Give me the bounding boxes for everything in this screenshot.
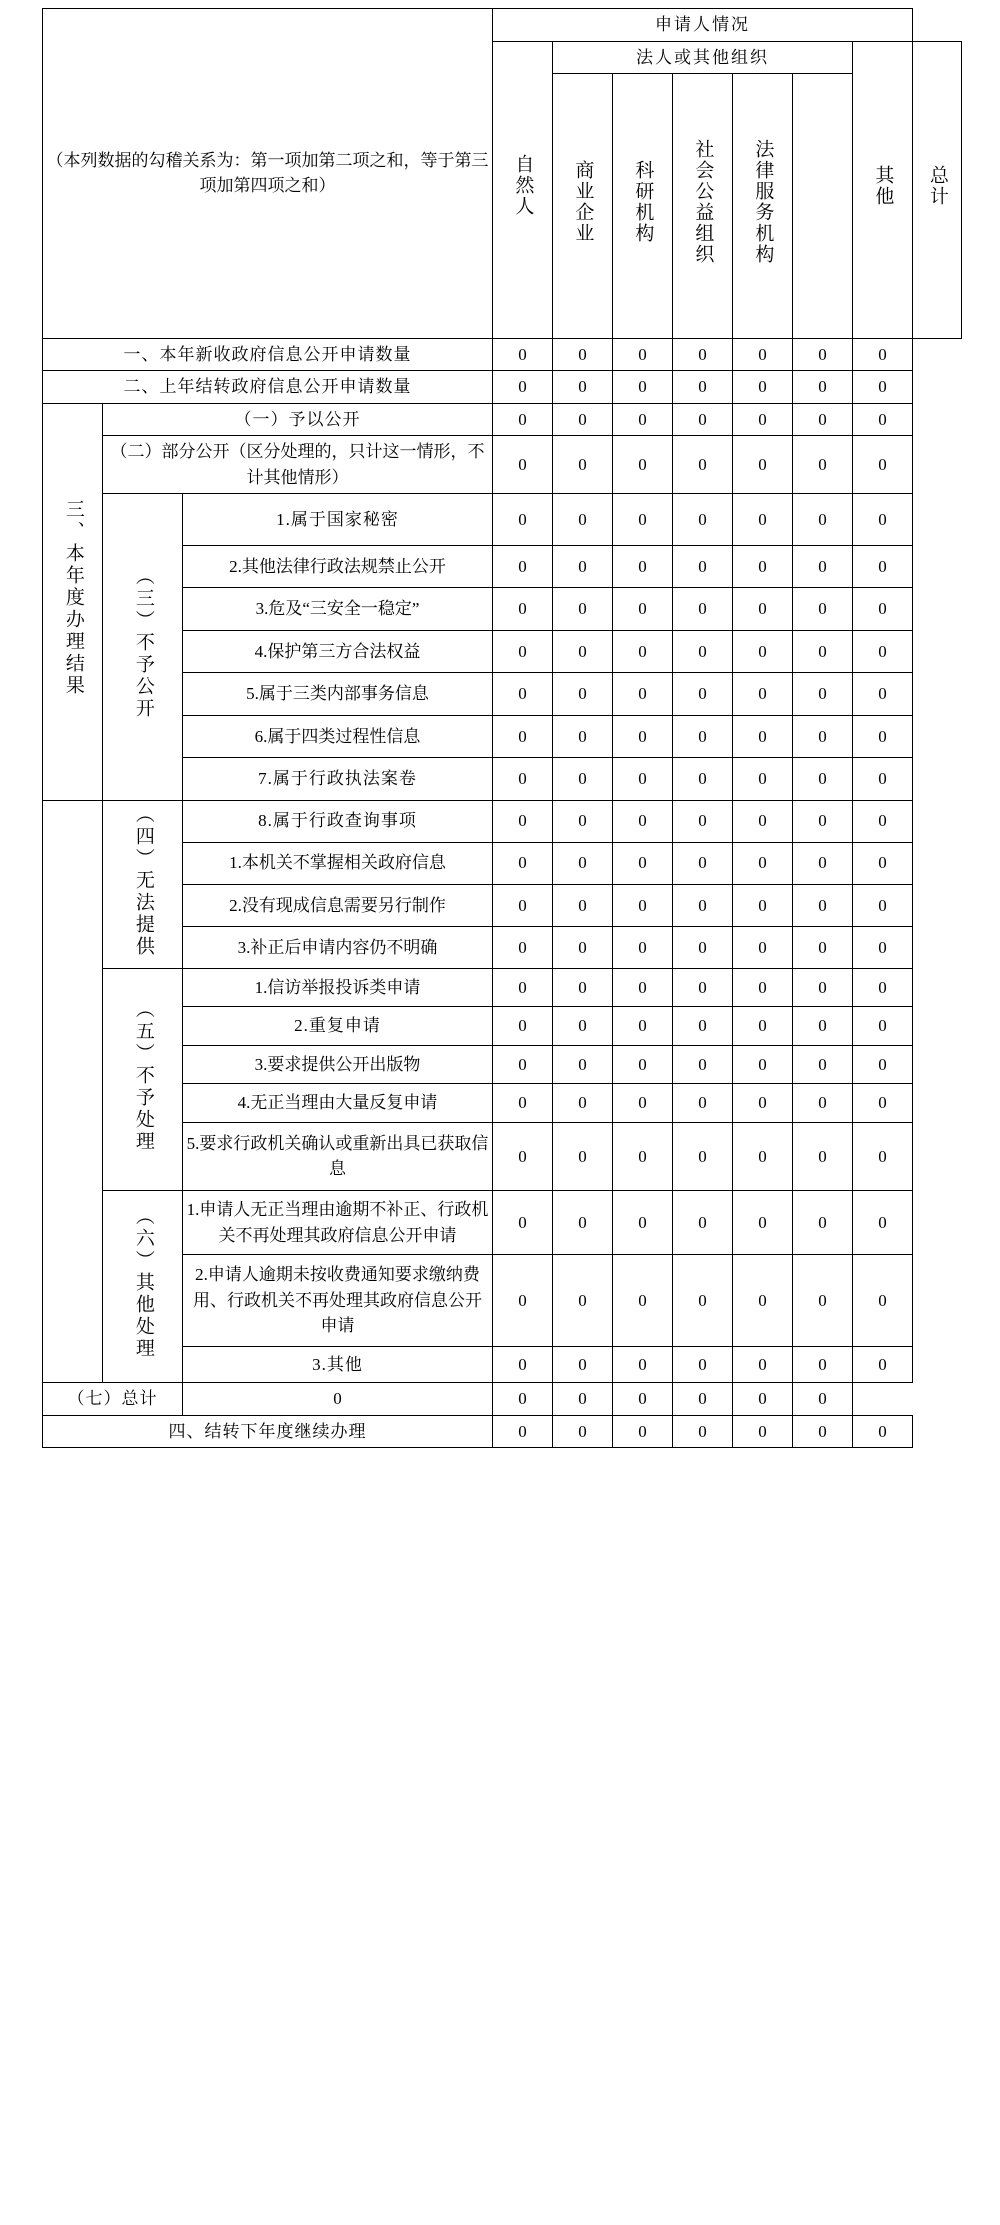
cell-value: 0: [613, 842, 673, 884]
cell-value: 0: [673, 494, 733, 546]
cell-value: 0: [733, 1191, 793, 1255]
cell-value: 0: [613, 545, 673, 587]
cell-value: 0: [793, 1383, 853, 1416]
cell-value: 0: [613, 715, 673, 757]
cell-value: 0: [733, 673, 793, 715]
cell-value: 0: [853, 1255, 913, 1347]
header-col-legal-service: [733, 74, 793, 339]
group-label-cannot-provide: （四）无法提供: [103, 800, 183, 969]
cell-value: 0: [673, 842, 733, 884]
row-label-reconfirm-info: 5.要求行政机关确认或重新出具已获取信息: [183, 1122, 493, 1191]
cell-value: 0: [493, 545, 553, 587]
cell-value: 0: [853, 494, 913, 546]
cell-value: 0: [493, 630, 553, 672]
cell-value: 0: [793, 371, 853, 404]
header-col-other-label: 其他: [872, 164, 894, 207]
row-label-other: 3.其他: [183, 1347, 493, 1383]
cell-value: 0: [493, 1255, 553, 1347]
row-label-repeat-no-reason: 4.无正当理由大量反复申请: [183, 1084, 493, 1122]
cell-value: 0: [733, 1383, 793, 1416]
cell-value: 0: [733, 842, 793, 884]
cell-value: 0: [673, 371, 733, 404]
row-label-partial-disclose: （二）部分公开（区分处理的，只计这一情形，不计其他情形）: [103, 436, 493, 494]
cell-value: 0: [793, 1122, 853, 1191]
cell-value: 0: [493, 884, 553, 926]
cell-value: 0: [493, 1122, 553, 1191]
row-label-enforcement-file: 7.属于行政执法案卷: [183, 758, 493, 800]
cell-value: 0: [553, 630, 613, 672]
row-label-overdue-no-correction: 1.申请人无正当理由逾期不补正、行政机关不再处理其政府信息公开申请: [183, 1191, 493, 1255]
cell-value: 0: [673, 338, 733, 371]
cell-value: 0: [733, 1255, 793, 1347]
cell-value: 0: [733, 1415, 793, 1448]
table-row: [43, 494, 962, 546]
cell-value: 0: [673, 1007, 733, 1045]
cell-value: 0: [493, 338, 553, 371]
cell-value: 0: [793, 588, 853, 630]
cell-value: 0: [673, 884, 733, 926]
cell-value: 0: [793, 338, 853, 371]
row-label-petition-complaint: 1.信访举报投诉类申请: [183, 969, 493, 1007]
cell-value: 0: [733, 969, 793, 1007]
cell-value: 0: [853, 545, 913, 587]
group-label-other-handling: （六）其他处理: [103, 1191, 183, 1383]
cell-value: 0: [613, 1191, 673, 1255]
cell-value: 0: [493, 1045, 553, 1083]
cell-value: 0: [493, 436, 553, 494]
row-label-third-party-rights: 4.保护第三方合法权益: [183, 630, 493, 672]
header-col-natural-person: [493, 41, 553, 338]
cell-value: 0: [673, 403, 733, 436]
cell-value: 0: [733, 1007, 793, 1045]
cell-value: 0: [673, 926, 733, 968]
group-label-not-handled: （五）不予处理: [103, 969, 183, 1191]
row-label-carry-to-next-year: 四、结转下年度继续办理: [43, 1415, 493, 1448]
row-label-new-requests: 一、本年新收政府信息公开申请数量: [43, 338, 493, 371]
cell-value: 0: [553, 588, 613, 630]
cell-value: 0: [793, 1347, 853, 1383]
government-info-disclosure-table: [42, 8, 962, 1448]
cell-value: 0: [553, 1122, 613, 1191]
row-label-three-safety: 3.危及“三安全一稳定”: [183, 588, 493, 630]
cell-value: 0: [853, 403, 913, 436]
cell-value: 0: [493, 494, 553, 546]
cell-value: 0: [673, 1415, 733, 1448]
cell-value: 0: [853, 758, 913, 800]
cell-value: 0: [553, 494, 613, 546]
cell-value: 0: [613, 1415, 673, 1448]
cell-value: 0: [553, 673, 613, 715]
cell-value: 0: [613, 338, 673, 371]
row-label-duplicate-request: 2.重复申请: [183, 1007, 493, 1045]
cell-value: 0: [733, 715, 793, 757]
cell-value: 0: [673, 1255, 733, 1347]
cell-value: 0: [613, 403, 673, 436]
cell-value: 0: [493, 1084, 553, 1122]
cell-value: 0: [553, 1383, 613, 1416]
header-col-research: [613, 74, 673, 339]
cell-value: 0: [793, 715, 853, 757]
cell-value: 0: [493, 926, 553, 968]
cell-value: 0: [673, 673, 733, 715]
cell-value: 0: [793, 545, 853, 587]
cell-value: 0: [673, 588, 733, 630]
row-label-carried-over: 二、上年结转政府信息公开申请数量: [43, 371, 493, 404]
table-row: [43, 1383, 962, 1416]
cell-value: 0: [793, 842, 853, 884]
cell-value: 0: [853, 884, 913, 926]
cell-value: 0: [793, 1255, 853, 1347]
cell-value: 0: [493, 371, 553, 404]
cell-value: 0: [793, 403, 853, 436]
cell-value: 0: [793, 494, 853, 546]
cell-value: 0: [553, 884, 613, 926]
cell-value: 0: [613, 758, 673, 800]
cell-value: 0: [493, 1383, 553, 1416]
cell-value: 0: [613, 1255, 673, 1347]
cell-value: 0: [793, 436, 853, 494]
cell-value: 0: [553, 926, 613, 968]
cell-value: 0: [673, 1347, 733, 1383]
cell-value: 0: [733, 630, 793, 672]
header-legal-or-other-org: 法人或其他组织: [553, 41, 853, 74]
header-col-business-label: 商业企业: [572, 160, 594, 244]
cell-value: 0: [673, 1383, 733, 1416]
cell-value: 0: [553, 338, 613, 371]
section-label-annual-result: 三、本年度办理结果: [43, 403, 103, 800]
cell-value: 0: [853, 800, 913, 842]
cell-value: 0: [733, 1084, 793, 1122]
cell-value: 0: [493, 403, 553, 436]
cell-value: 0: [673, 800, 733, 842]
cell-value: 0: [493, 758, 553, 800]
header-col-public-welfare: [673, 74, 733, 339]
cell-value: 0: [793, 926, 853, 968]
cell-value: 0: [853, 630, 913, 672]
cell-value: 0: [553, 1347, 613, 1383]
cell-value: 0: [853, 715, 913, 757]
cell-value: 0: [613, 884, 673, 926]
cell-value: 0: [493, 800, 553, 842]
cell-value: 0: [853, 926, 913, 968]
cell-value: 0: [553, 1255, 613, 1347]
cell-value: 0: [733, 338, 793, 371]
cell-value: 0: [553, 1084, 613, 1122]
section-label-annual-result-cont: [43, 800, 103, 1383]
cell-value: 0: [613, 969, 673, 1007]
cell-value: 0: [733, 545, 793, 587]
row-label-internal-affairs: 5.属于三类内部事务信息: [183, 673, 493, 715]
cell-value: 0: [493, 1415, 553, 1448]
cell-value: 0: [853, 1415, 913, 1448]
header-col-legal-service-label: 法律服务机构: [752, 139, 774, 265]
cell-value: 0: [733, 1122, 793, 1191]
cell-value: 0: [493, 842, 553, 884]
header-row-1: [43, 9, 962, 42]
table-row: [43, 403, 962, 436]
cell-value: 0: [493, 1191, 553, 1255]
cell-value: 0: [673, 436, 733, 494]
row-label-other-law-prohibited: 2.其他法律行政法规禁止公开: [183, 545, 493, 587]
cell-value: 0: [793, 1415, 853, 1448]
cell-value: 0: [793, 1191, 853, 1255]
cell-value: 0: [673, 1084, 733, 1122]
cell-value: 0: [613, 1122, 673, 1191]
cell-value: 0: [613, 1045, 673, 1083]
cell-value: 0: [613, 926, 673, 968]
row-label-published-material: 3.要求提供公开出版物: [183, 1045, 493, 1083]
cell-value: 0: [793, 758, 853, 800]
cell-value: 0: [733, 1045, 793, 1083]
table-row: [43, 436, 962, 494]
cell-value: 0: [733, 884, 793, 926]
cell-value: 0: [613, 588, 673, 630]
row-label-state-secret: 1.属于国家秘密: [183, 494, 493, 546]
cell-value: 0: [613, 630, 673, 672]
cell-value: 0: [853, 842, 913, 884]
cell-value: 0: [853, 1191, 913, 1255]
cell-value: 0: [733, 800, 793, 842]
cell-value: 0: [553, 969, 613, 1007]
row-label-still-unclear: 3.补正后申请内容仍不明确: [183, 926, 493, 968]
cell-value: 0: [733, 436, 793, 494]
cell-value: 0: [853, 338, 913, 371]
row-label-not-possessed: 1.本机关不掌握相关政府信息: [183, 842, 493, 884]
cell-value: 0: [553, 545, 613, 587]
cell-value: 0: [853, 969, 913, 1007]
cell-value: 0: [613, 800, 673, 842]
cell-value: 0: [793, 969, 853, 1007]
cell-value: 0: [553, 1007, 613, 1045]
cell-value: 0: [733, 588, 793, 630]
cell-value: 0: [793, 1084, 853, 1122]
header-col-natural-person-label: 自然人: [512, 154, 534, 218]
cell-value: 0: [793, 1045, 853, 1083]
header-col-other: [853, 41, 913, 338]
cell-value: 0: [613, 1383, 673, 1416]
cell-value: 0: [613, 371, 673, 404]
cell-value: 0: [853, 371, 913, 404]
cell-value: 0: [793, 630, 853, 672]
cell-value: 0: [493, 715, 553, 757]
cell-value: 0: [613, 1007, 673, 1045]
cell-value: 0: [493, 588, 553, 630]
cell-value: 0: [493, 673, 553, 715]
cell-value: 0: [493, 1347, 553, 1383]
cell-value: 0: [553, 1415, 613, 1448]
cell-value: 0: [673, 1045, 733, 1083]
cell-value: 0: [673, 1122, 733, 1191]
cell-value: 0: [733, 926, 793, 968]
cell-value: 0: [553, 1045, 613, 1083]
cell-value: 0: [553, 758, 613, 800]
cell-value: 0: [853, 1045, 913, 1083]
header-col-total: [913, 41, 962, 338]
cell-value: 0: [613, 436, 673, 494]
cell-value: 0: [673, 630, 733, 672]
cell-value: 0: [853, 1122, 913, 1191]
cell-value: 0: [853, 673, 913, 715]
cell-value: 0: [673, 969, 733, 1007]
cell-value: 0: [553, 1191, 613, 1255]
cell-value: 0: [853, 1347, 913, 1383]
table-row: [43, 969, 962, 1007]
cell-value: 0: [673, 1191, 733, 1255]
cell-value: 0: [183, 1383, 493, 1416]
cell-value: 0: [553, 842, 613, 884]
table-row: [43, 1191, 962, 1255]
table-note: （本列数据的勾稽关系为：第一项加第二项之和，等于第三项加第四项之和）: [43, 9, 493, 339]
header-applicant-situation: 申请人情况: [493, 9, 913, 42]
cell-value: 0: [793, 884, 853, 926]
cell-value: 0: [853, 1007, 913, 1045]
cell-value: 0: [613, 673, 673, 715]
cell-value: 0: [613, 1347, 673, 1383]
cell-value: 0: [673, 715, 733, 757]
cell-value: 0: [793, 673, 853, 715]
row-label-overdue-no-payment: 2.申请人逾期未按收费通知要求缴纳费用、行政机关不再处理其政府信息公开申请: [183, 1255, 493, 1347]
table-row: [43, 800, 962, 842]
cell-value: 0: [613, 1084, 673, 1122]
cell-value: 0: [553, 800, 613, 842]
cell-value: 0: [553, 403, 613, 436]
header-col-business: [553, 74, 613, 339]
header-col-research-label: 科研机构: [632, 160, 654, 244]
cell-value: 0: [553, 715, 613, 757]
cell-value: 0: [673, 758, 733, 800]
group-label-not-disclosed: （三）不予公开: [103, 494, 183, 801]
cell-value: 0: [553, 371, 613, 404]
cell-value: 0: [553, 436, 613, 494]
cell-value: 0: [613, 494, 673, 546]
cell-value: 0: [733, 403, 793, 436]
row-label-disclose: （一）予以公开: [103, 403, 493, 436]
table-row: [43, 338, 962, 371]
table-row: [43, 371, 962, 404]
header-col-total-label: 总计: [926, 164, 948, 207]
cell-value: 0: [733, 1347, 793, 1383]
row-label-needs-creation: 2.没有现成信息需要另行制作: [183, 884, 493, 926]
cell-value: 0: [793, 1007, 853, 1045]
cell-value: 0: [673, 545, 733, 587]
row-label-process-info: 6.属于四类过程性信息: [183, 715, 493, 757]
cell-value: 0: [733, 371, 793, 404]
table-row: [43, 1415, 962, 1448]
cell-value: 0: [493, 969, 553, 1007]
cell-value: 0: [853, 588, 913, 630]
cell-value: 0: [733, 758, 793, 800]
cell-value: 0: [493, 1007, 553, 1045]
cell-value: 0: [853, 436, 913, 494]
row-label-admin-query: 8.属于行政查询事项: [183, 800, 493, 842]
cell-value: 0: [733, 494, 793, 546]
row-label-subtotal: （七）总计: [43, 1383, 183, 1416]
cell-value: 0: [853, 1084, 913, 1122]
header-col-public-welfare-label: 社会公益组织: [692, 139, 714, 265]
cell-value: 0: [793, 800, 853, 842]
